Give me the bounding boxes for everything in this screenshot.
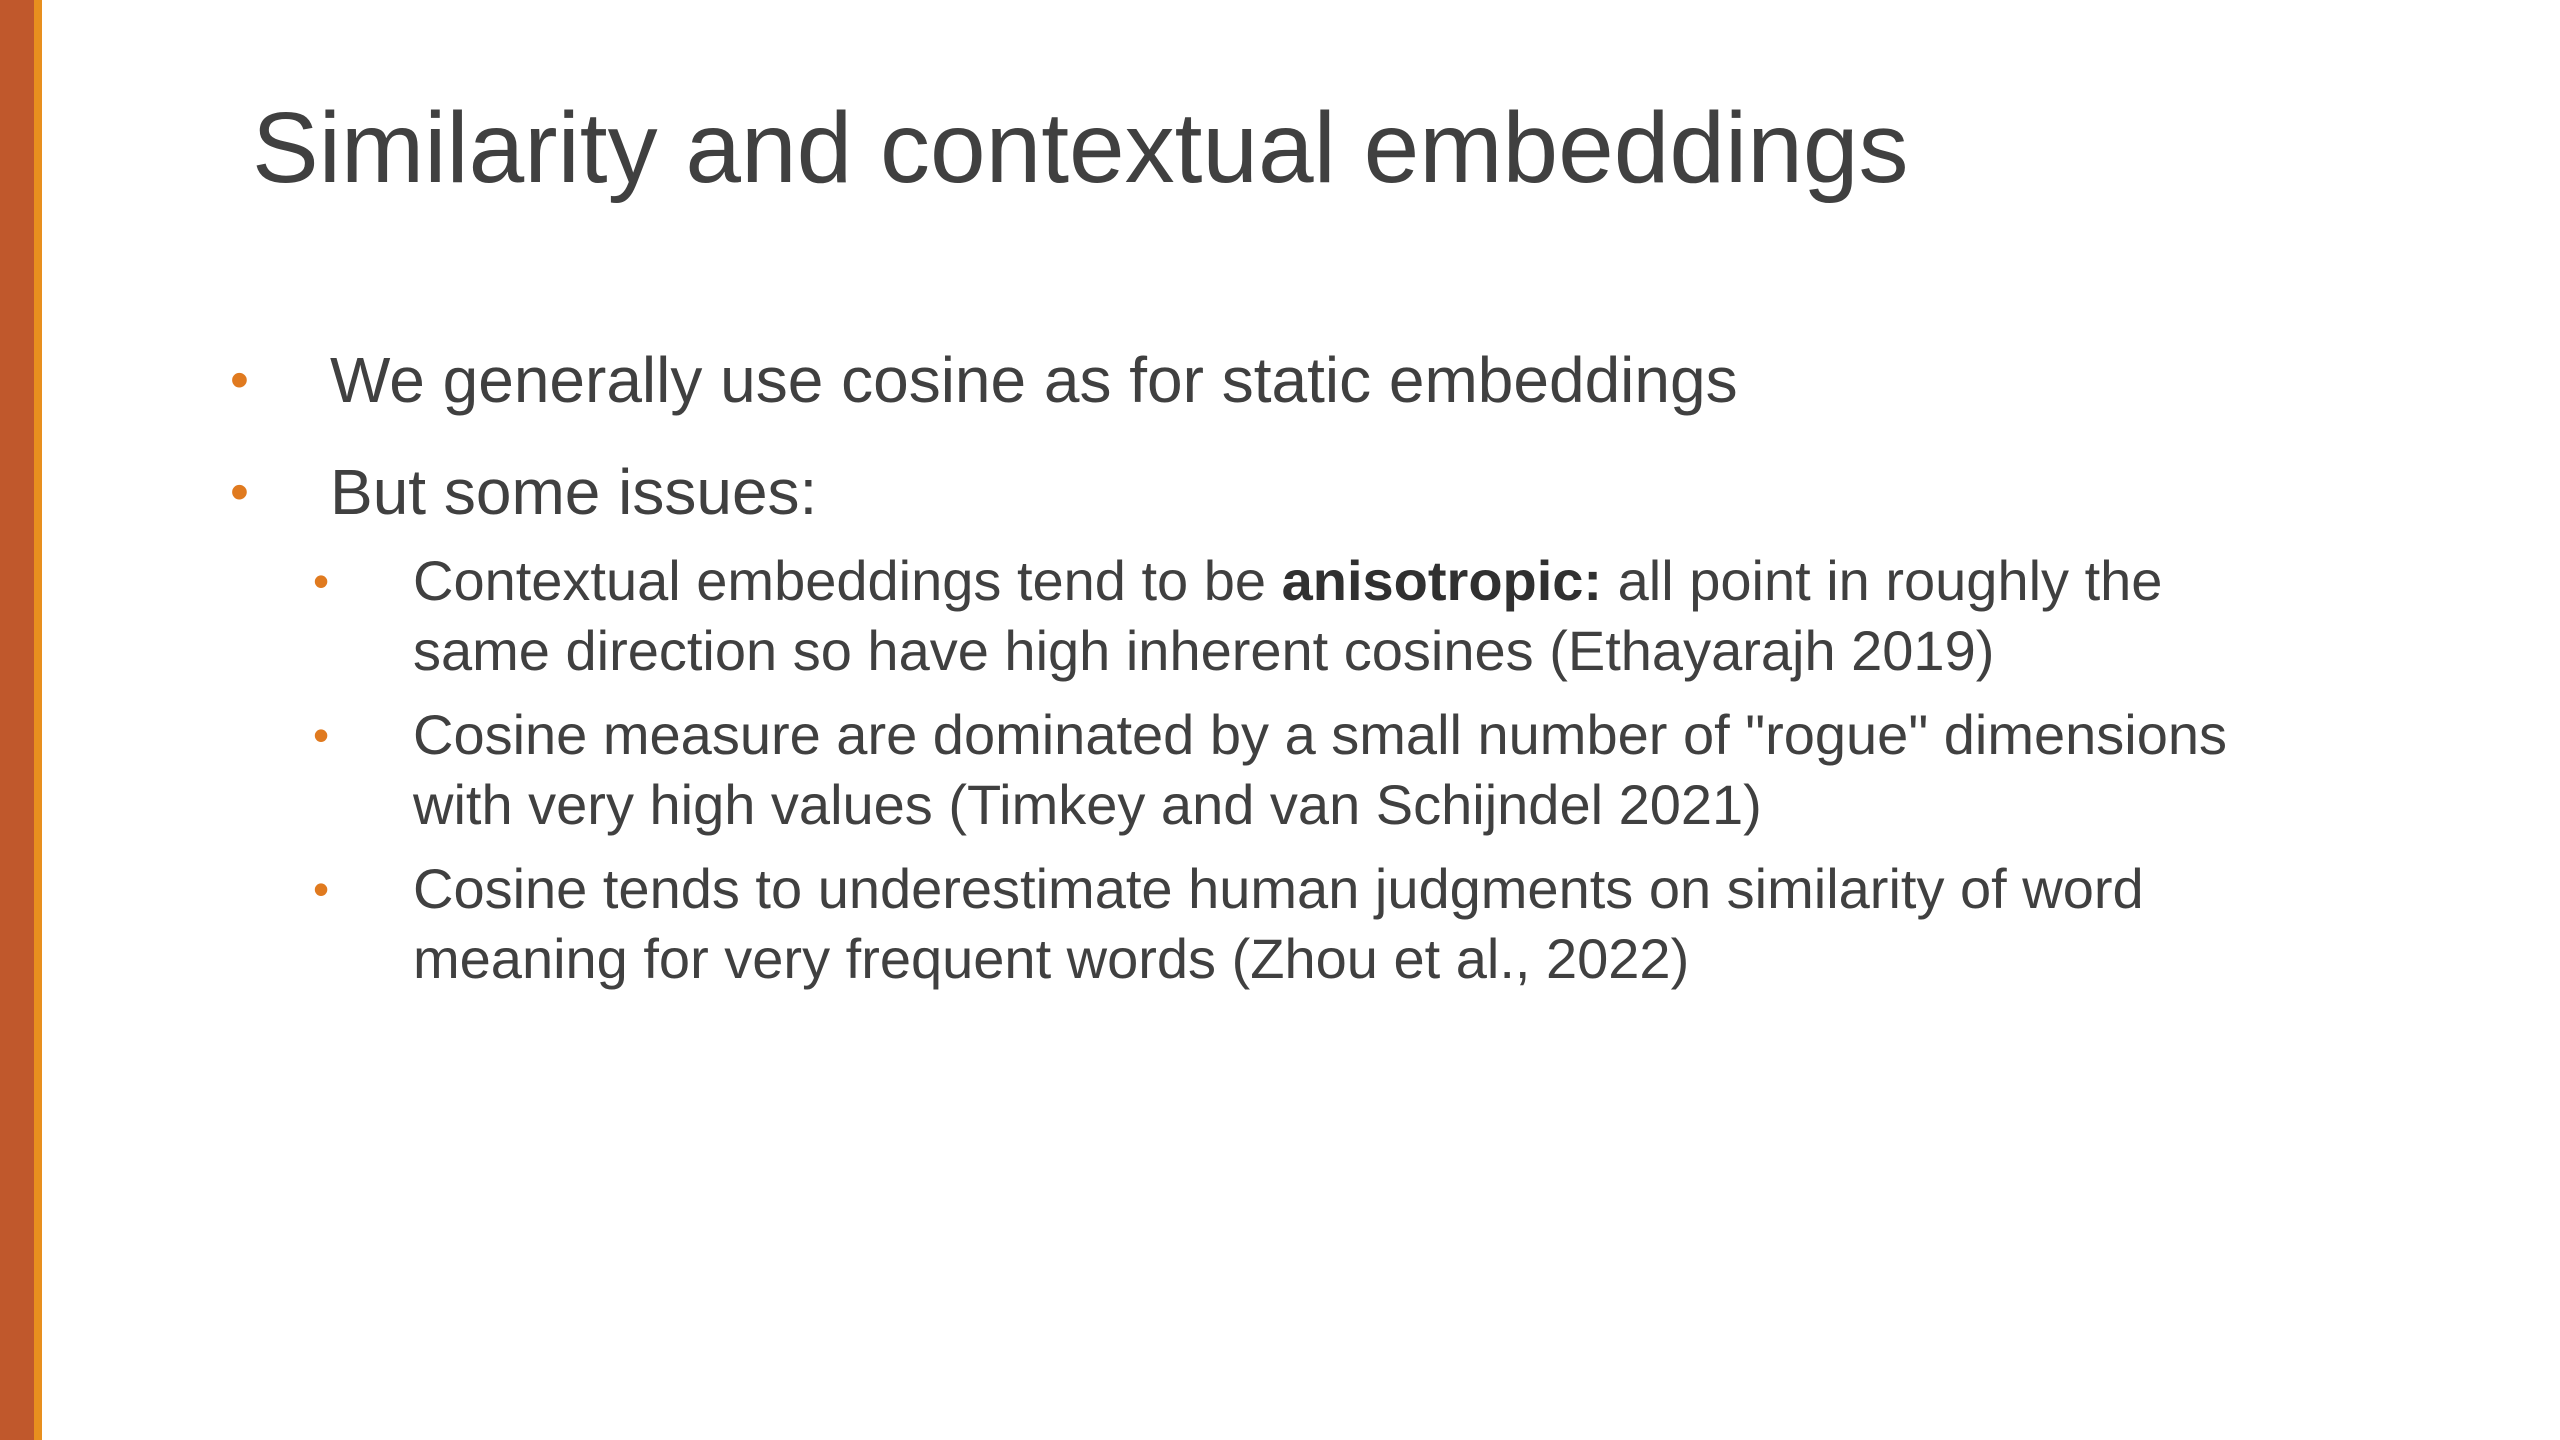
bullet-list	[230, 338, 2370, 1008]
bullet-icon: •	[313, 555, 330, 607]
sub-bullet-line: Cosine tends to underestimate human judgments on similarity of word	[413, 857, 2144, 920]
slide-title: Similarity and contextual embeddings	[252, 92, 1909, 204]
sub-bullet-text: all point in roughly the	[1602, 549, 2163, 612]
sub-bullet-item	[230, 700, 2370, 840]
sub-bullet-line: same direction so have high inherent cosines (Ethayarajh 2019)	[413, 619, 1995, 682]
sub-bullet-line	[413, 546, 2370, 616]
bullet-item	[230, 338, 2370, 422]
sub-bullet-line: meaning for very frequent words (Zhou et al., 2022)	[413, 927, 1690, 990]
anisotropic-term: anisotropic:	[1281, 549, 1603, 612]
bullet-item	[230, 450, 2370, 534]
bullet-text: We generally use cosine as for static embeddings	[330, 344, 1738, 416]
bullet-icon: •	[230, 350, 249, 410]
sub-bullet-line: with very high values (Timkey and van Schijndel 2021)	[413, 773, 1762, 836]
bullet-icon: •	[313, 863, 330, 915]
sub-bullet-list	[230, 546, 2370, 994]
accent-bar	[0, 0, 34, 1440]
bullet-icon: •	[230, 462, 249, 522]
sub-bullet-text: Contextual embeddings tend to be	[413, 549, 1282, 612]
sub-bullet-item	[230, 546, 2370, 686]
bullet-icon: •	[313, 709, 330, 761]
accent-stripe	[34, 0, 42, 1440]
sub-bullet-line: Cosine measure are dominated by a small number of "rogue" dimensions	[413, 703, 2228, 766]
bullet-text: But some issues:	[330, 456, 818, 528]
sub-bullet-item	[230, 854, 2370, 994]
